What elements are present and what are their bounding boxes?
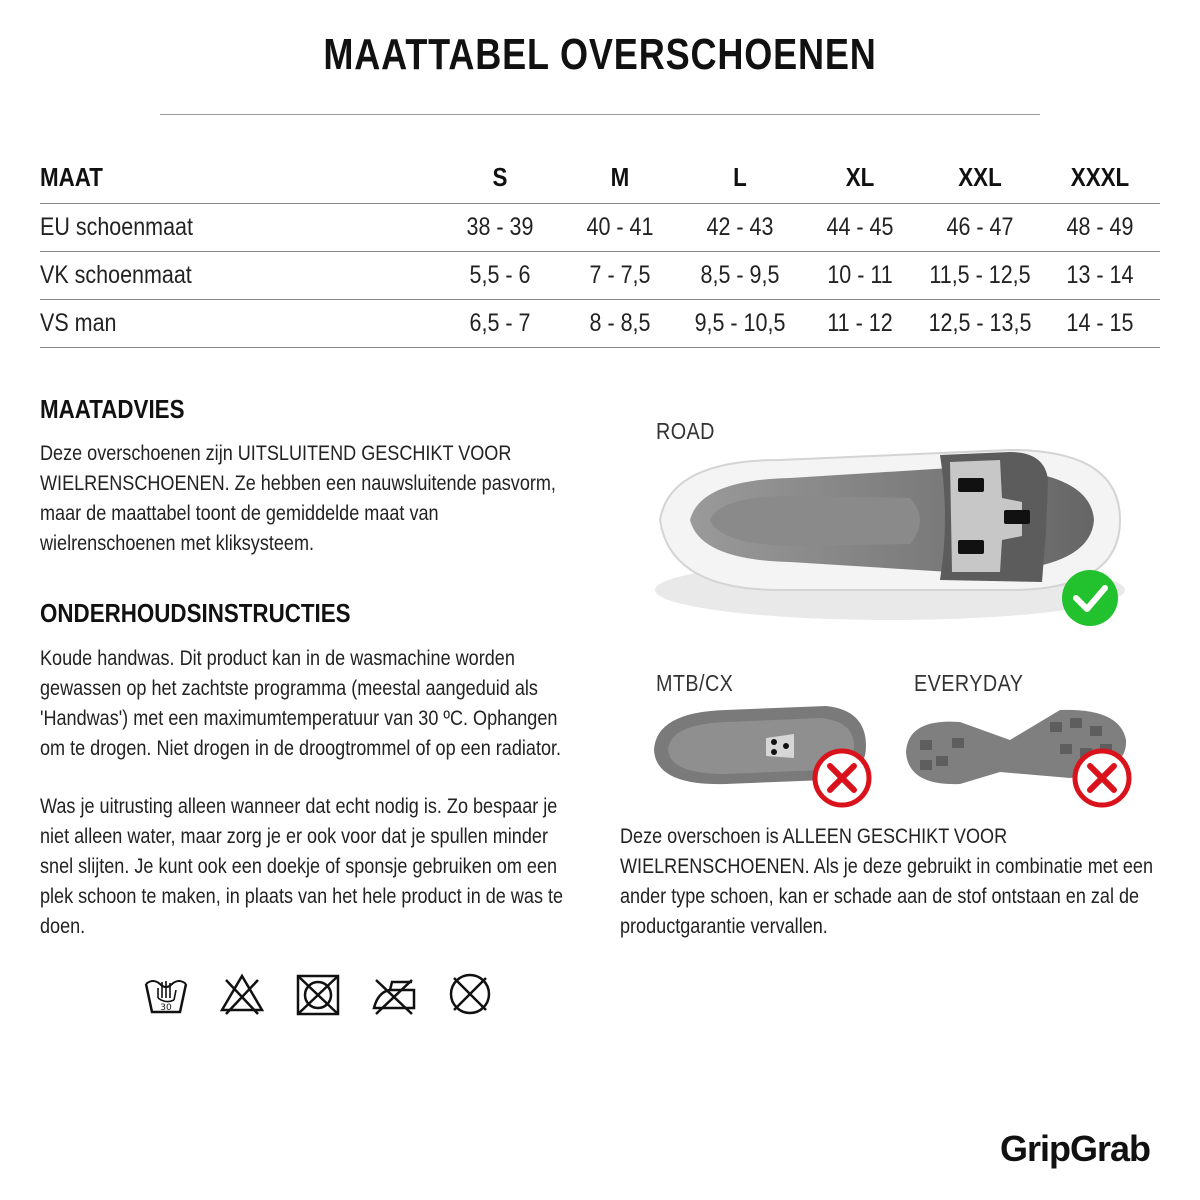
shoe-label-everyday: EVERYDAY — [914, 670, 1024, 696]
row-label: VK schoenmaat — [40, 261, 192, 289]
no-dry-clean-icon — [444, 968, 496, 1020]
no-bleach-icon — [216, 968, 268, 1020]
header-size: XXL — [958, 162, 1002, 192]
care-icons — [140, 968, 496, 1020]
table-cell: 14 - 15 — [1066, 309, 1134, 337]
row-label: EU schoenmaat — [40, 213, 193, 241]
table-row — [40, 204, 1160, 252]
care-text-2: Was je uitrusting alleen wanneer dat echt nodig is. Zo bespaar je niet alleen water, maar zorg je er ook voor dat je spullen minder snel slijten. Je kunt ook een doekje of sponsje gebruiken om een plek schoon te maken, in plaats van het hele product in de was te doen. — [40, 795, 564, 938]
row-label: VS man — [40, 309, 117, 337]
table-cell: 10 - 11 — [827, 261, 893, 289]
hand-wash-30-icon — [140, 968, 192, 1020]
table-cell: 8 - 8,5 — [589, 309, 651, 337]
table-row — [40, 252, 1160, 300]
shoe-label-mtb: MTB/CX — [656, 670, 734, 696]
size-table-header — [40, 152, 1160, 204]
compatibility-warning: Deze overschoen is ALLEEN GESCHIKT VOOR WIELRENSCHOENEN. Als je deze gebruikt in combinatie met een ander type schoen, kan er schade aan de stof ontstaan en zal de productgarantie vervallen. — [620, 825, 1153, 938]
table-cell: 11,5 - 12,5 — [929, 261, 1031, 289]
care-heading: ONDERHOUDSINSTRUCTIES — [40, 598, 351, 628]
page-title: MAATTABEL OVERSCHOENEN — [323, 30, 877, 79]
table-cell: 8,5 - 9,5 — [700, 261, 780, 289]
header-size: XL — [845, 162, 875, 192]
road-shoe-image — [650, 440, 1130, 630]
table-cell: 11 - 12 — [827, 309, 893, 337]
table-cell: 9,5 - 10,5 — [694, 309, 786, 337]
care-text-1: Koude handwas. Dit product kan in de wasmachine worden gewassen op het zachtste programma (meestal aangeduid als 'Handwas') met een maximumtemperatuur van 30 ºC. Ophangen om te drogen. Niet drogen in de droogtrommel of op een radiator. — [40, 647, 562, 760]
brand-logo: GripGrab — [1000, 1128, 1151, 1169]
table-cell: 13 - 14 — [1066, 261, 1134, 289]
table-cell: 48 - 49 — [1066, 213, 1134, 241]
table-cell: 38 - 39 — [466, 213, 534, 241]
table-row — [40, 300, 1160, 348]
table-cell: 42 - 43 — [706, 213, 774, 241]
wash-temperature: 30 — [160, 1003, 172, 1013]
table-cell: 44 - 45 — [826, 213, 894, 241]
header-size: XXXL — [1070, 162, 1130, 192]
table-cell: 12,5 - 13,5 — [928, 309, 1032, 337]
table-cell: 46 - 47 — [946, 213, 1014, 241]
no-iron-icon — [368, 968, 420, 1020]
title-divider — [160, 114, 1040, 115]
shoe-label-road: ROAD — [656, 418, 715, 444]
header-size: L — [733, 162, 747, 192]
no-tumble-dry-icon — [292, 968, 344, 1020]
check-circle-icon — [1062, 570, 1118, 626]
size-advice-heading: MAATADVIES — [40, 394, 185, 424]
header-label: MAAT — [40, 162, 103, 192]
mtb-shoe-image — [646, 700, 876, 810]
size-table — [40, 152, 1160, 348]
table-cell: 6,5 - 7 — [469, 309, 531, 337]
header-size: S — [492, 162, 508, 192]
table-cell: 7 - 7,5 — [589, 261, 651, 289]
everyday-shoe-image — [900, 700, 1140, 810]
table-cell: 5,5 - 6 — [469, 261, 531, 289]
header-size: M — [610, 162, 630, 192]
size-advice-text: Deze overschoenen zijn UITSLUITEND GESCHIKT VOOR WIELRENSCHOENEN. Ze hebben een nauwsluitende pasvorm, maar de maattabel toont de gemiddelde maat van wielrenschoenen met kliksysteem. — [40, 442, 556, 555]
table-cell: 40 - 41 — [586, 213, 654, 241]
